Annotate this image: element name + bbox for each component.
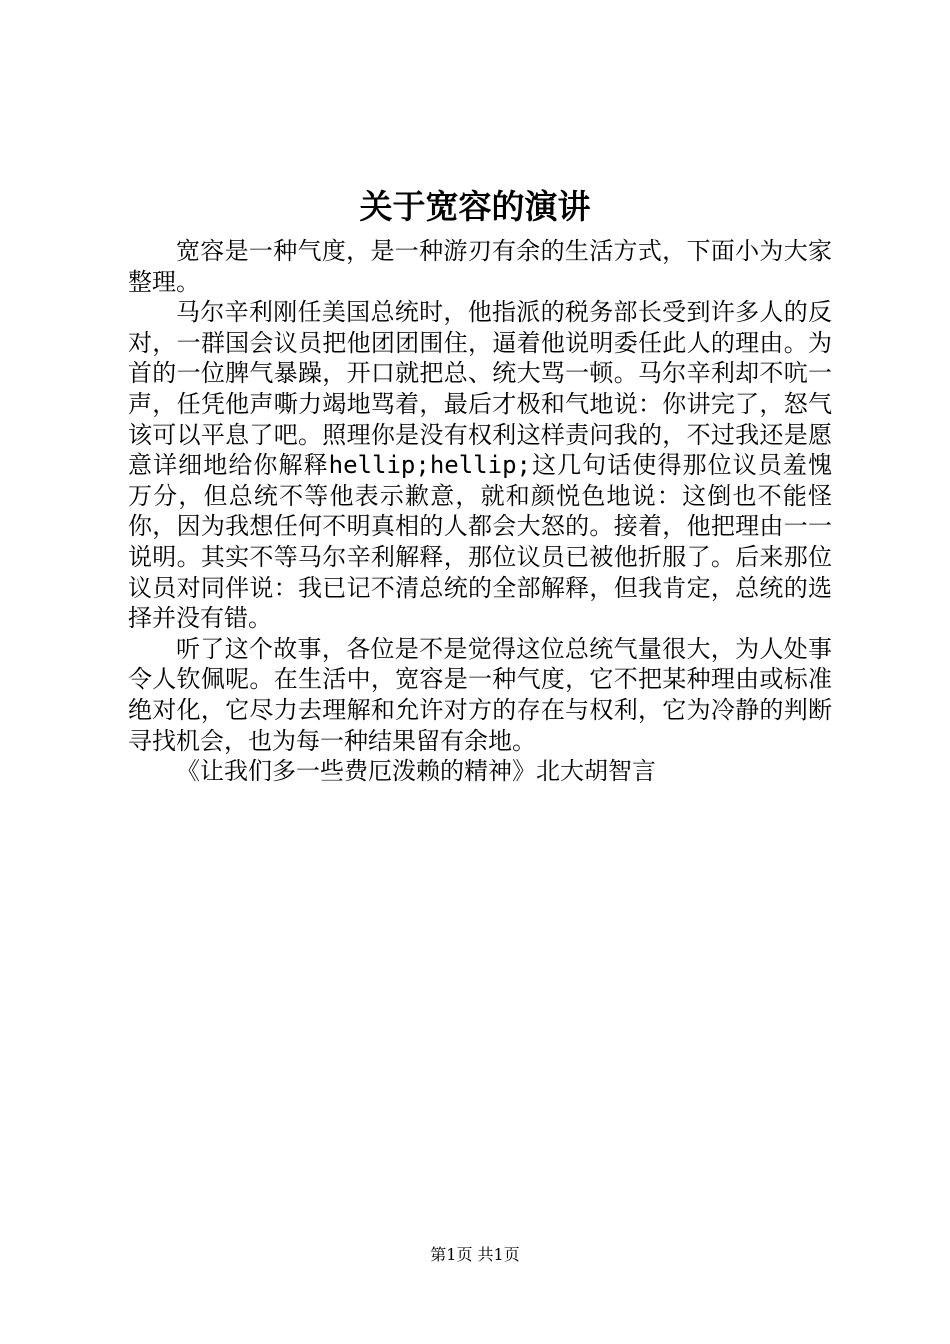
paragraph-source: 《让我们多一些费厄泼赖的精神》北大胡智言 [176,757,656,786]
paragraph-intro: 宽容是一种气度，是一种游刃有余的生活方式，下面小为大家整理。 [128,237,832,296]
paragraph-story: 马尔辛利刚任美国总统时，他指派的税务部长受到许多人的反对，一群国会议员把他团团围住，逼着他说明委任此人的理由。为首的一位脾气暴躁，开口就把总、统大骂一顿。马尔辛利却不吭一声，任凭他声嘶力竭地骂着，最后才极和气地说：你讲完了，怒气该可以平息了吧。照理你是没有权利这样责问我的，不过我还是愿意详细地给你解释hellip;hellip;这几句话使得那位议员羞愧万分，但总统不等他表示歉意，就和颜悦色地说：这倒也不能怪你，因为我想任何不明真相的人都会大怒的。接着，他把理由一一说明。其实不等马尔辛利解释，那位议员已被他折服了。后来那位议员对同伴说：我已记不清总统的全部解释，但我肯定，总统的选择并没有错。 [128,298,832,633]
page-footer: 第1页 共1页 [430,1245,520,1264]
paragraph-reflection: 听了这个故事，各位是不是觉得这位总统气量很大，为人处事令人钦佩呢。在生活中，宽容是一种气度，它不把某种理由或标准绝对化，它尽力去理解和允许对方的存在与权利，它为冷静的判断寻找机会，也为每一种结果留有余地。 [128,634,832,755]
document-body [128,236,832,787]
document-title: 关于宽容的演讲 [359,187,591,226]
